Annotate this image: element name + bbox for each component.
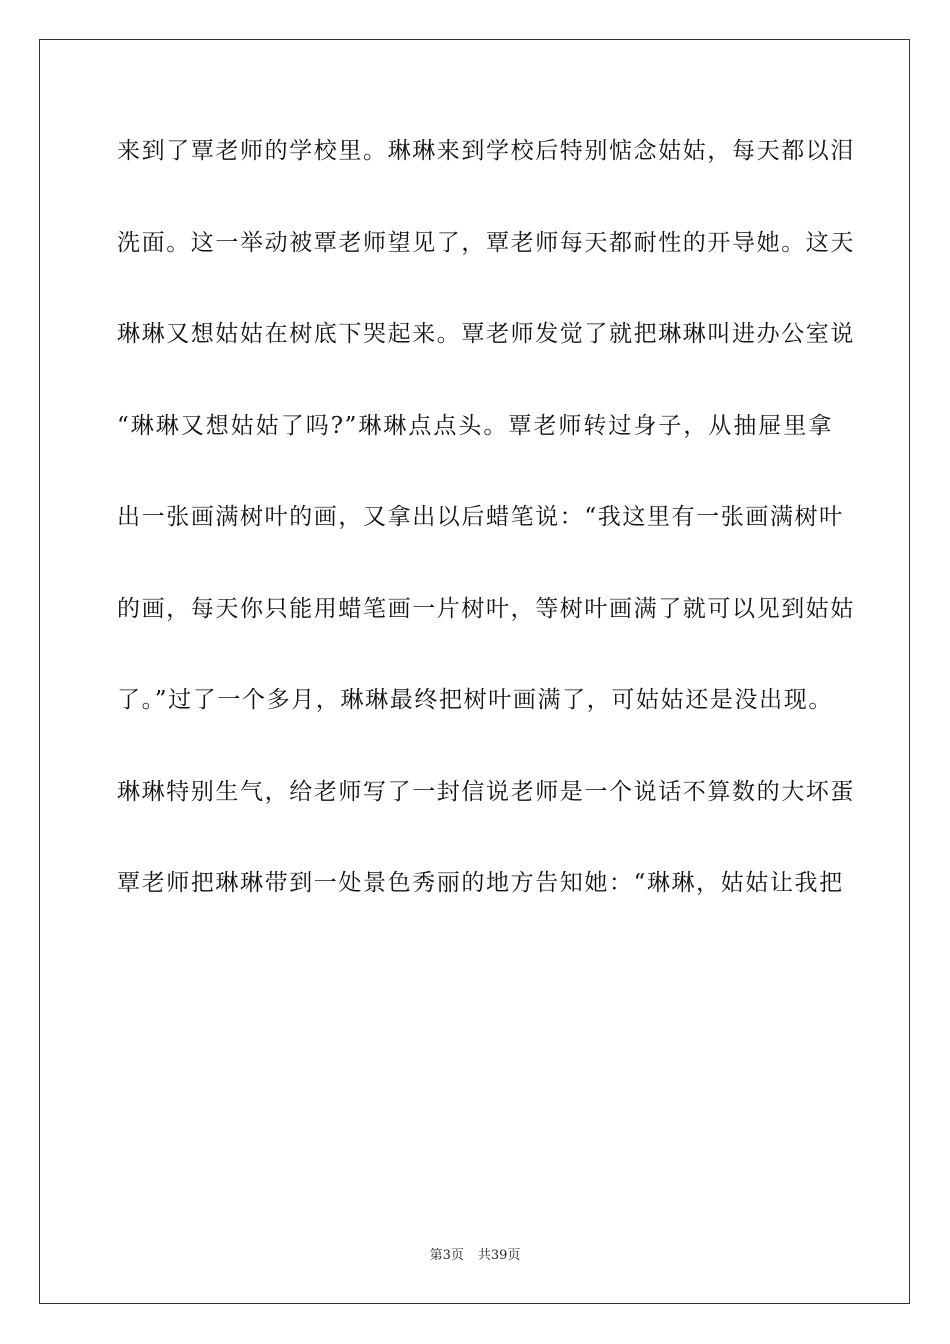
text-line: “琳琳又想姑姑了吗?”琳琳点点头。覃老师转过身子，从抽屉里拿 xyxy=(117,412,833,439)
text-line: 琳琳又想姑姑在树底下哭起来。覃老师发觉了就把琳琳叫进办公室说 xyxy=(117,321,855,347)
text-line: 洗面。这一举动被覃老师望见了，覃老师每天都耐性的开导她。这天 xyxy=(117,229,855,256)
page-footer xyxy=(0,1246,950,1266)
text-line: 来到了覃老师的学校里。琳琳来到学校后特别惦念姑姑，每天都以泪 xyxy=(117,138,855,164)
text-line: 琳琳特别生气，给老师写了一封信说老师是一个说话不算数的大坏蛋 xyxy=(117,778,855,805)
document-body xyxy=(117,118,855,942)
page-total: 共39页 xyxy=(477,1248,521,1263)
text-line: 出一张画满树叶的画，又拿出以后蜡笔说：“我这里有一张画满树叶 xyxy=(117,504,844,530)
text-line: 了。”过了一个多月，琳琳最终把树叶画满了，可姑姑还是没出现。 xyxy=(117,687,833,713)
text-line: 覃老师把琳琳带到一处景色秀丽的地方告知她：“琳琳，姑姑让我把 xyxy=(117,870,844,896)
page-number: 第3页 xyxy=(429,1248,464,1263)
text-line: 的画，每天你只能用蜡笔画一片树叶，等树叶画满了就可以见到姑姑 xyxy=(117,595,855,622)
